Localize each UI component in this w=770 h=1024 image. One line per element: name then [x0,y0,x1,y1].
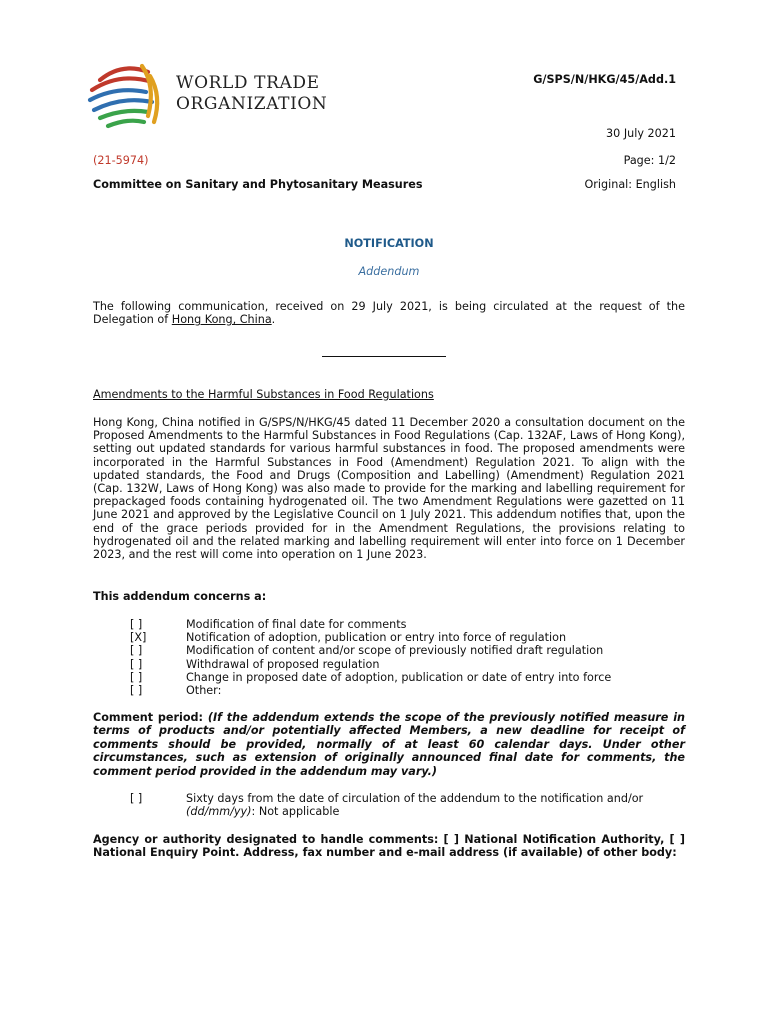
comment-period-text: (If the addendum extends the scope of the previously notified measure in terms of products and/or potentially affected Members, a new deadline for receipt of comments should be provided, normally of at least 60 calendar days. Under other circumstances, such as extension of originally announced final date for comments, the comment period provided in the addendum may vary.) [93,711,685,778]
document-date: 30 July 2021 [606,127,676,140]
page-indicator: Page: 1/2 [623,154,676,167]
org-line2: ORGANIZATION [176,94,328,114]
separator-rule [322,356,446,357]
concern-label: Change in proposed date of adoption, publication or date of entry into force [186,670,612,684]
intro-end: . [271,313,276,327]
notification-title: NOTIFICATION [344,237,434,250]
comment-option-line2 [186,805,686,818]
delegation-link[interactable]: Hong Kong, China [171,313,272,327]
concern-label: Modification of content and/or scope of previously notified draft regulation [186,644,604,658]
organization-name [176,73,327,115]
agency-paragraph: Agency or authority designated to handle comments: [ ] National Notification Authority, [ ] National Enquiry Point. Address, fax number and e-mail address (if available) of other body: [93,833,685,860]
committee-name: Committee on Sanitary and Phytosanitary Measures [93,178,423,191]
checkbox[interactable]: [ ] [130,657,143,671]
not-applicable: : Not applicable [251,805,340,819]
comment-period-paragraph [93,711,685,778]
section-heading: Amendments to the Harmful Substances in Food Regulations [93,388,434,401]
concern-label: Modification of final date for comments [186,618,407,631]
checkbox[interactable]: [ ] [130,792,143,805]
addendum-subtitle: Addendum [358,265,420,278]
org-line1: WORLD TRADE [176,73,320,93]
date-format: (dd/mm/yy) [186,805,252,819]
concern-label: Other: [186,683,222,697]
checkbox[interactable]: [ ] [130,683,143,697]
comment-option-line1: Sixty days from the date of circulation of the addendum to the notification and/or [186,792,644,805]
comment-option-text [186,792,686,818]
section-body: Hong Kong, China notified in G/SPS/N/HKG/45 dated 11 December 2020 a consultation document on the Proposed Amendments to the Harmful Substances in Food Regulations (Cap. 132AF, Laws of Hong Kong), setting out updated standards for various harmful substances in food. The proposed amendments were incorporated in the Harmful Substances in Food (Amendment) Regulation 2021. To align with the updated standards, the Food and Drugs (Composition and Labelling) (Amendment) Regulation 2021 (Cap. 132W, Laws of Hong Kong) was also made to provide for the marking and labelling requirement for prepackaged foods containing hydrogenated oil. The two Amendment Regulations were gazetted on 11 June 2021 and approved by the Legislative Council on 1 July 2021. This addendum notifies that, upon the end of the grace periods provided for in the Amendment Regulations, the provisions relating to hydrogenated oil and the related marking and labelling requirement will enter into force on 1 December 2023, and the rest will come into operation on 1 June 2023. [93,416,685,562]
original-language: Original: English [584,178,676,191]
checkbox[interactable]: [ ] [130,670,143,684]
intro-text: The following communication, received on 29 July 2021, is being circulated at the request of the Delegation of [93,300,685,327]
concerns-heading: This addendum concerns a: [93,590,267,603]
checkbox[interactable]: [ ] [130,644,143,658]
intro-paragraph [93,300,685,326]
document-symbol: G/SPS/N/HKG/45/Add.1 [533,73,676,86]
wto-logo-icon [82,56,168,142]
concern-label: Withdrawal of proposed regulation [186,657,380,671]
document-number: (21-5974) [93,154,149,167]
checkbox-checked[interactable]: [X] [130,631,147,645]
concern-label: Notification of adoption, publication or entry into force of regulation [186,631,567,645]
checkbox[interactable]: [ ] [130,618,143,631]
comment-period-label: Comment period: [93,711,208,724]
